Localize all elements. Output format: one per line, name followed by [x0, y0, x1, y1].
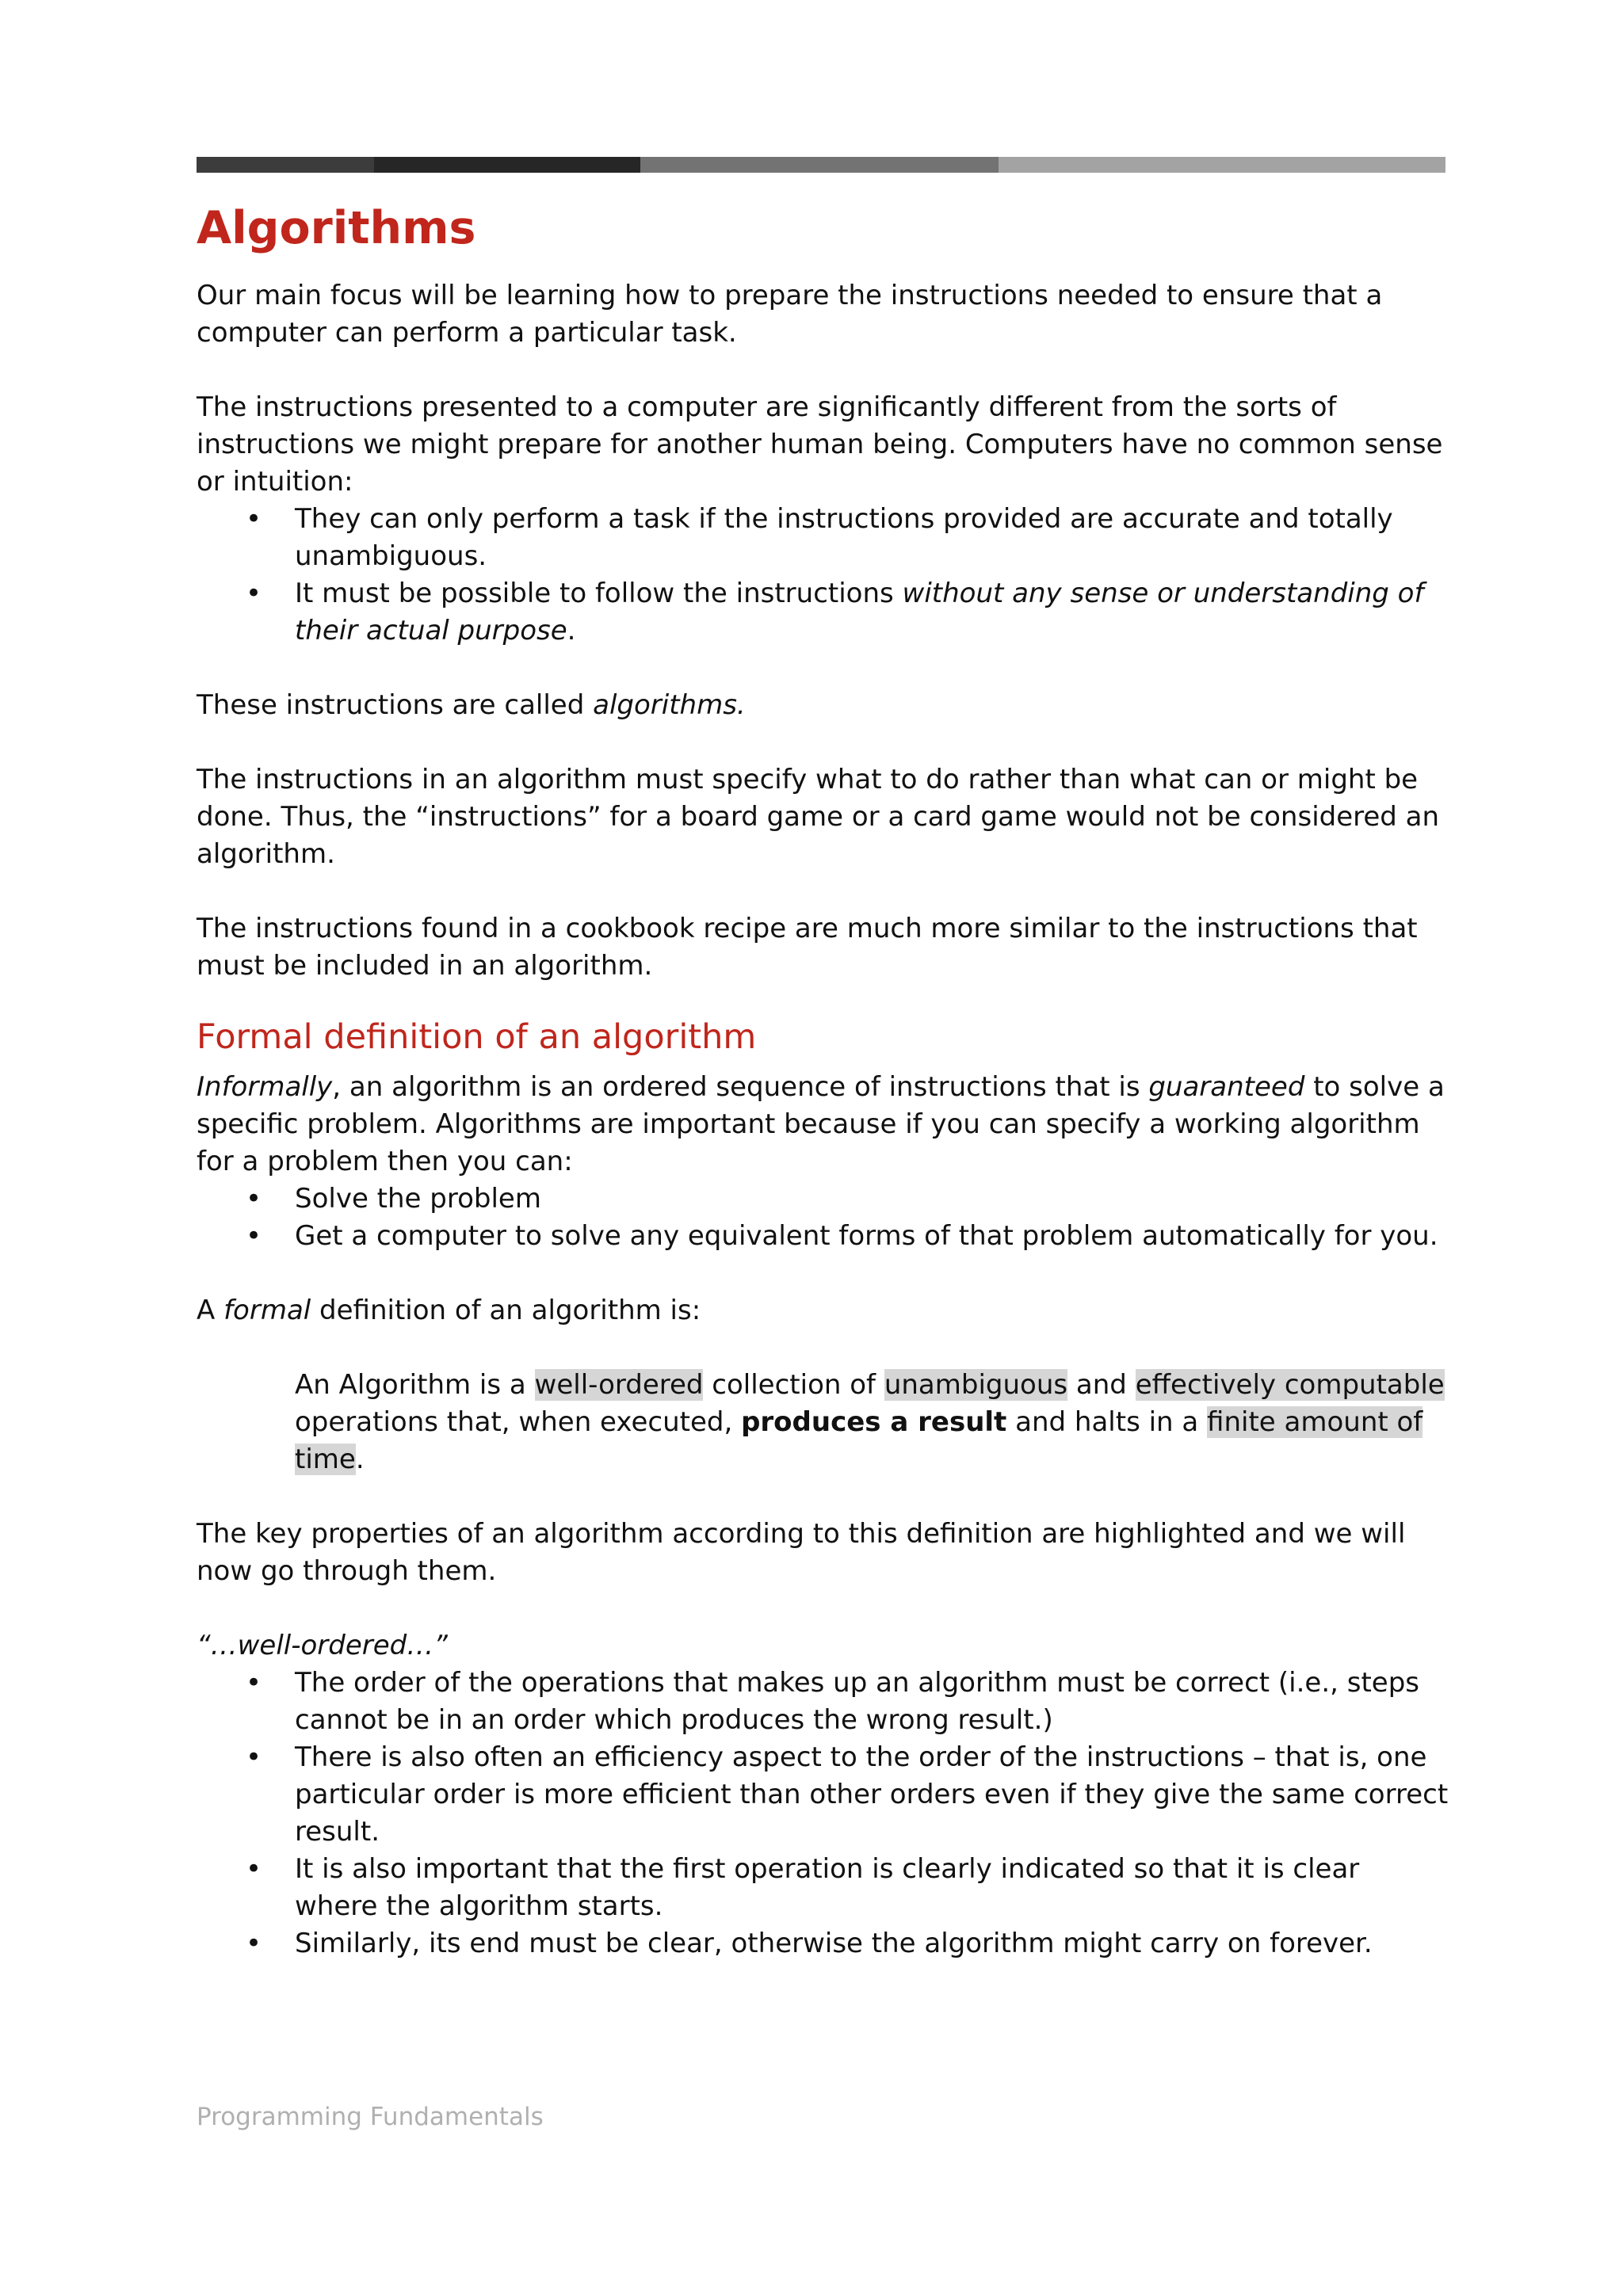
list-item: • There is also often an efficiency aspect to the order of the instructions – that is, one particular order is more efficient than other orders even if they give the same correct result.	[197, 1739, 1449, 1851]
well-ordered-bullet-list	[197, 1665, 1449, 1962]
header-rule-segment	[197, 157, 374, 173]
emphasis-text: formal	[223, 1295, 311, 1326]
definition-text: collection of	[703, 1369, 884, 1401]
list-item: • Similarly, its end must be clear, otherwise the algorithm might carry on forever.	[197, 1925, 1449, 1962]
intro-paragraph: Our main focus will be learning how to prepare the instructions needed to ensure that a computer can perform a particular task.	[197, 280, 1383, 349]
document-body	[197, 198, 1449, 1962]
definition-text: and	[1067, 1369, 1136, 1401]
formal-paragraph	[197, 1069, 1449, 1180]
highlighted-term: unambiguous	[884, 1369, 1068, 1401]
emphasis-text: without any sense or understanding of their actual purpose	[295, 578, 1424, 646]
highlighted-term: finite amount of time	[295, 1406, 1423, 1475]
bold-text: produces a result	[741, 1406, 1007, 1438]
definition-text: An Algorithm is a	[295, 1369, 535, 1401]
highlighted-term: effectively computable	[1135, 1369, 1445, 1401]
paragraph-text: definition of an algorithm is:	[311, 1295, 701, 1326]
definition-quote	[197, 1367, 1449, 1478]
list-item-text: It must be possible to follow the instructions	[295, 578, 903, 609]
list-item: • They can only perform a task if the instructions provided are accurate and totally unambiguous.	[197, 501, 1449, 575]
list-item: • The order of the operations that makes up an algorithm must be correct (i.e., steps cannot be in an order which produces the wrong result.)	[197, 1665, 1449, 1739]
page-title: Algorithms	[197, 202, 476, 254]
list-item: • It is also important that the first operation is clearly indicated so that it is clear where the algorithm starts.	[197, 1851, 1449, 1925]
intro-paragraph: The instructions presented to a computer are significantly different from the sorts of instructions we might prepare for another human being. Computers have no common sense or intuition:	[197, 391, 1443, 498]
emphasis-text: guaranteed	[1148, 1071, 1305, 1103]
highlighted-term: well-ordered	[534, 1369, 704, 1401]
subsection-label	[197, 1627, 1449, 1665]
emphasis-text: “…well-ordered…”	[197, 1630, 448, 1661]
formal-paragraph	[197, 1292, 1449, 1329]
paragraph-text: , an algorithm is an ordered sequence of instructions that is	[332, 1071, 1149, 1103]
emphasis-text: Informally	[197, 1071, 333, 1103]
list-item	[197, 575, 1449, 650]
page-footer: Programming Fundamentals	[197, 2103, 544, 2131]
intro-paragraph	[197, 687, 1449, 724]
header-rule-segment	[640, 157, 999, 173]
definition-text: .	[355, 1444, 365, 1475]
paragraph-text: These instructions are called	[197, 689, 594, 721]
section-heading: Formal definition of an algorithm	[197, 1017, 757, 1057]
intro-bullet-list	[197, 501, 1449, 650]
emphasis-text: algorithms.	[593, 689, 746, 721]
header-rule-segment	[999, 157, 1445, 173]
list-item-text: .	[567, 615, 576, 646]
header-rule-segment	[374, 157, 640, 173]
definition-text: and halts in a	[1006, 1406, 1208, 1438]
formal-bullet-list	[197, 1180, 1449, 1255]
list-item: • Get a computer to solve any equivalent forms of that problem automatically for you.	[197, 1218, 1449, 1255]
paragraph-text: to solve a specific problem. Algorithms are important because if you can specify a working algorithm for a problem then you can:	[197, 1071, 1445, 1177]
formal-paragraph: The key properties of an algorithm according to this definition are highlighted and we will now go through them.	[197, 1518, 1406, 1587]
definition-text: operations that, when executed,	[295, 1406, 742, 1438]
paragraph-text: A	[197, 1295, 224, 1326]
list-item: • Solve the problem	[197, 1180, 1449, 1218]
header-rule	[197, 157, 1445, 173]
intro-paragraph: The instructions in an algorithm must specify what to do rather than what can or might be done. Thus, the “instructions” for a board game or a card game would not be considered an algorithm.	[197, 764, 1440, 870]
intro-paragraph: The instructions found in a cookbook recipe are much more similar to the instructions that must be included in an algorithm.	[197, 913, 1418, 982]
